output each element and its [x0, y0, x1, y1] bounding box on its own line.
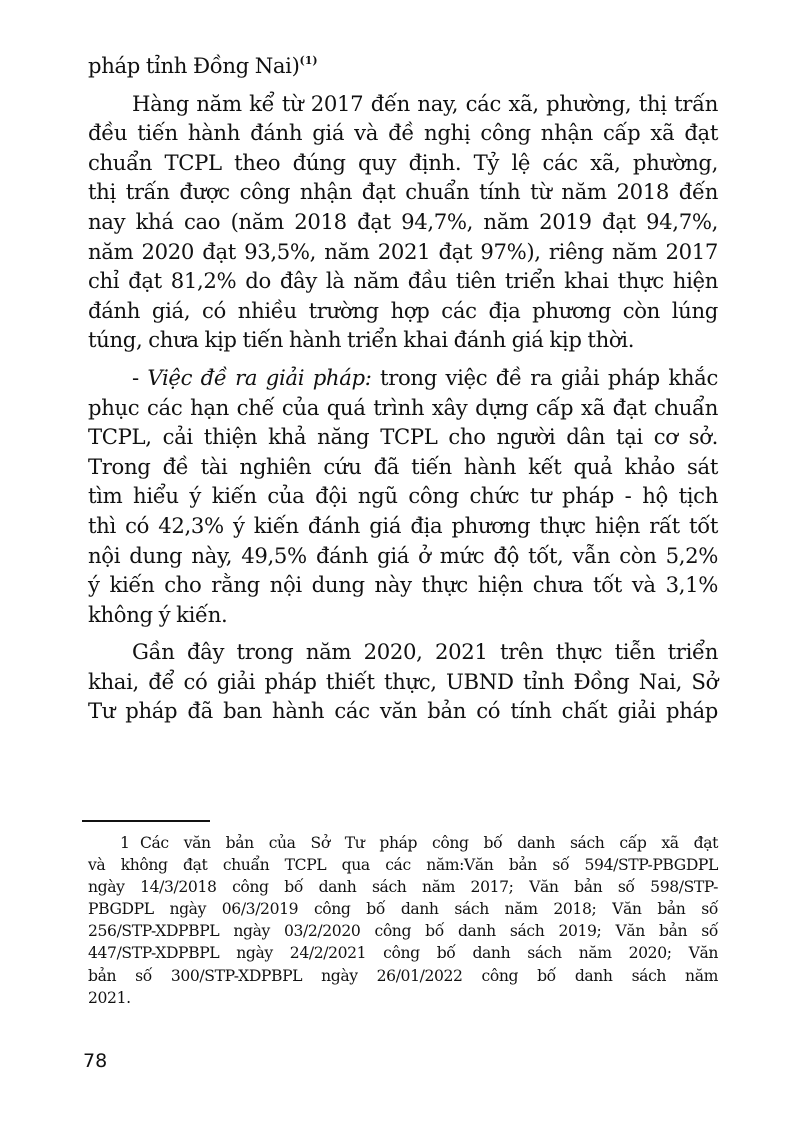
footnote: [88, 832, 718, 1009]
footnote-number: 1: [120, 834, 130, 852]
body-text: [88, 46, 718, 726]
footnote-reference[interactable]: (1): [299, 54, 318, 67]
footnote-line: bản số 300/STP-XDPBPL ngày 26/01/2022 công bố danh sách năm: [88, 966, 718, 985]
text-fragment: trong việc đề ra giải pháp khắc: [371, 364, 718, 390]
text-line: ý kiến cho rằng nội dung này thực hiện chưa tốt và 3,1%: [88, 572, 718, 598]
footnote-line: PBGDPL ngày 06/3/2019 công bố danh sách năm 2018; Văn bản số: [88, 900, 718, 919]
footnote-separator: [82, 820, 210, 822]
footnote-line: ngày 14/3/2018 công bố danh sách năm 2017; Văn bản số 598/STP-: [88, 878, 718, 897]
text-line: túng, chưa kịp tiến hành triển khai đánh giá kịp thời.: [88, 327, 635, 353]
text-line: đánh giá, có nhiều trường hợp các địa phương còn lúng: [88, 297, 718, 323]
continued-line: [88, 46, 718, 81]
text-line: thì có 42,3% ý kiến đánh giá địa phương thực hiện rất tốt: [88, 512, 718, 538]
text-line: [88, 363, 718, 393]
text-line: không ý kiến.: [88, 601, 228, 627]
text-line: Gần đây trong năm 2020, 2021 trên thực tiễn triển: [132, 639, 718, 665]
footnote-line: [88, 832, 718, 854]
section-heading-italic: Việc đề ra giải pháp:: [147, 364, 372, 390]
paragraph-solutions: [88, 363, 718, 629]
text-line: Trong đề tài nghiên cứu đã tiến hành kết quả khảo sát: [88, 453, 718, 479]
text-line: chỉ đạt 81,2% do đây là năm đầu tiên triển khai thực hiện: [88, 268, 718, 294]
paragraph-recent: [88, 637, 718, 726]
paragraph-standard-rates: [88, 89, 718, 355]
text-line: chuẩn TCPL theo đúng quy định. Tỷ lệ các xã, phường,: [88, 149, 718, 175]
footnote-line: 447/STP-XDPBPL ngày 24/2/2021 công bố danh sách năm 2020; Văn: [88, 944, 718, 963]
footnote-line: và không đạt chuẩn TCPL qua các năm:Văn bản số 594/STP-PBGDPL: [88, 856, 718, 875]
text-line: nội dung này, 49,5% đánh giá ở mức độ tốt, vẫn còn 5,2%: [88, 542, 718, 568]
text-line: đều tiến hành đánh giá và đề nghị công nhận cấp xã đạt: [88, 120, 718, 146]
text-line: Hàng năm kể từ 2017 đến nay, các xã, phường, thị trấn: [132, 90, 718, 116]
text-line: tìm hiểu ý kiến của đội ngũ công chức tư pháp - hộ tịch: [88, 483, 718, 509]
text-line: TCPL, cải thiện khả năng TCPL cho người dân tại cơ sở.: [88, 424, 718, 450]
text-line: nay khá cao (năm 2018 đạt 94,7%, năm 2019 đạt 94,7%,: [88, 208, 718, 234]
text-line: khai, để có giải pháp thiết thực, UBND tỉnh Đồng Nai, Sở: [88, 668, 718, 694]
footnote-text: Các văn bản của Sở Tư pháp công bố danh sách cấp xã đạt: [140, 834, 718, 852]
text-line: phục các hạn chế của quá trình xây dựng cấp xã đạt chuẩn: [88, 394, 718, 420]
continued-text: pháp tỉnh Đồng Nai): [88, 53, 300, 78]
dash: -: [132, 364, 148, 390]
text-line: thị trấn được công nhận đạt chuẩn tính từ năm 2018 đến: [88, 179, 718, 205]
text-line: năm 2020 đạt 93,5%, năm 2021 đạt 97%), riêng năm 2017: [88, 238, 718, 264]
text-line: Tư pháp đã ban hành các văn bản có tính chất giải pháp: [88, 698, 718, 724]
page-number: 78: [83, 1050, 108, 1072]
footnote-line: 256/STP-XDPBPL ngày 03/2/2020 công bố danh sách 2019; Văn bản số: [88, 922, 718, 941]
footnote-line: 2021.: [88, 988, 131, 1007]
